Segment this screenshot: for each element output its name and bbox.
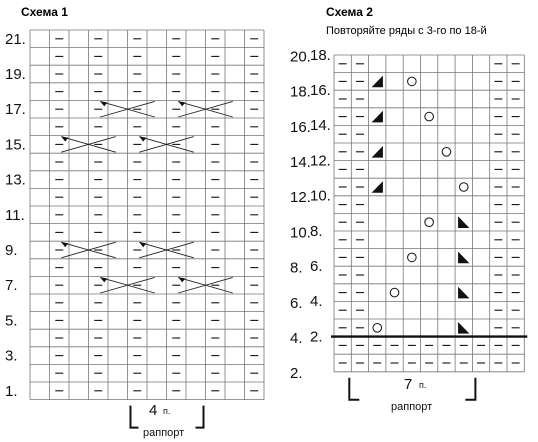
scheme1-row-number-right: 18. (290, 83, 311, 101)
scheme2-row-number-left: 18. (310, 46, 331, 64)
scheme1-row-number-left: 9. (5, 242, 18, 259)
scheme1-row-number-right: 8. (290, 259, 303, 277)
cable-arrow (178, 277, 185, 282)
decrease-triangle (458, 252, 469, 264)
scheme1-row-number-right: 6. (290, 294, 303, 312)
scheme2-repeat-unit: п. (419, 380, 427, 390)
cable-arrow (178, 101, 185, 106)
decrease-triangle (372, 111, 383, 123)
scheme1-row-number-left: 11. (5, 206, 25, 224)
scheme1-repeat-count: 4 (149, 402, 158, 419)
cable-arrow (100, 101, 107, 106)
scheme1-row-number-right: 14. (290, 154, 311, 171)
scheme1-title: Схема 1 (21, 5, 68, 19)
cable-arrow (139, 242, 146, 247)
scheme2-repeat-label: раппорт (391, 401, 433, 413)
scheme1-repeat-bracket-right (196, 406, 204, 428)
scheme1-row-number-left: 19. (5, 66, 26, 83)
yarn-over-circle (459, 183, 468, 192)
scheme2-row-number-left: 8. (310, 222, 323, 240)
yarn-over-circle (408, 77, 417, 86)
scheme2-note: Повторяйте ряды с 3-го по 18-й (326, 25, 487, 37)
scheme2-row-number-left: 12. (310, 152, 331, 170)
scheme1-row-number-left: 17. (5, 101, 26, 119)
scheme2-repeat-bracket-right (465, 378, 475, 400)
scheme2-row-number-left: 6. (310, 258, 323, 275)
yarn-over-circle (373, 324, 382, 333)
scheme1-row-number-right: 2. (290, 365, 303, 383)
scheme1-row-number-left: 15. (5, 136, 26, 154)
scheme1-row-number-right: 16. (290, 118, 311, 136)
scheme2-row-number-left: 14. (310, 117, 331, 135)
scheme2-row-number-left: 2. (310, 328, 323, 346)
scheme2-row-number-left: 4. (310, 293, 323, 311)
scheme1-row-number-right: 20. (290, 48, 311, 66)
scheme2-title: Схема 2 (326, 5, 373, 19)
scheme1-repeat-label: раппорт (143, 427, 185, 439)
scheme2-row-number-left: 10. (310, 187, 331, 205)
cable-arrow (61, 137, 68, 142)
scheme2-repeat-bracket-left (349, 378, 359, 400)
yarn-over-circle (442, 148, 451, 157)
scheme1-row-number-left: 13. (5, 171, 26, 189)
scheme2-repeat-count: 7 (404, 376, 413, 393)
scheme1-row-number-left: 21. (5, 30, 26, 48)
scheme1-row-number-right: 10. (290, 224, 311, 242)
scheme1-row-number-left: 5. (5, 312, 18, 330)
scheme2-row-number-left: 16. (310, 82, 331, 99)
decrease-triangle (372, 146, 383, 158)
yarn-over-circle (390, 288, 399, 297)
decrease-triangle (458, 216, 469, 228)
yarn-over-circle (425, 218, 434, 227)
yarn-over-circle (425, 112, 434, 121)
scheme1-repeat-unit: п. (163, 406, 171, 416)
decrease-triangle (458, 322, 469, 334)
scheme1-repeat-bracket-left (131, 406, 139, 428)
cable-arrow (139, 137, 146, 142)
scheme1-row-number-right: 4. (290, 330, 303, 347)
scheme1-row-number-left: 1. (5, 382, 18, 400)
decrease-triangle (372, 76, 383, 88)
scheme1-row-number-right: 12. (290, 189, 311, 207)
decrease-triangle (458, 287, 469, 299)
yarn-over-circle (408, 253, 417, 262)
scheme1-row-number-left: 7. (5, 277, 18, 295)
cable-arrow (61, 242, 68, 247)
cable-arrow (100, 277, 107, 282)
decrease-triangle (372, 181, 383, 193)
scheme1-row-number-left: 3. (5, 347, 18, 365)
